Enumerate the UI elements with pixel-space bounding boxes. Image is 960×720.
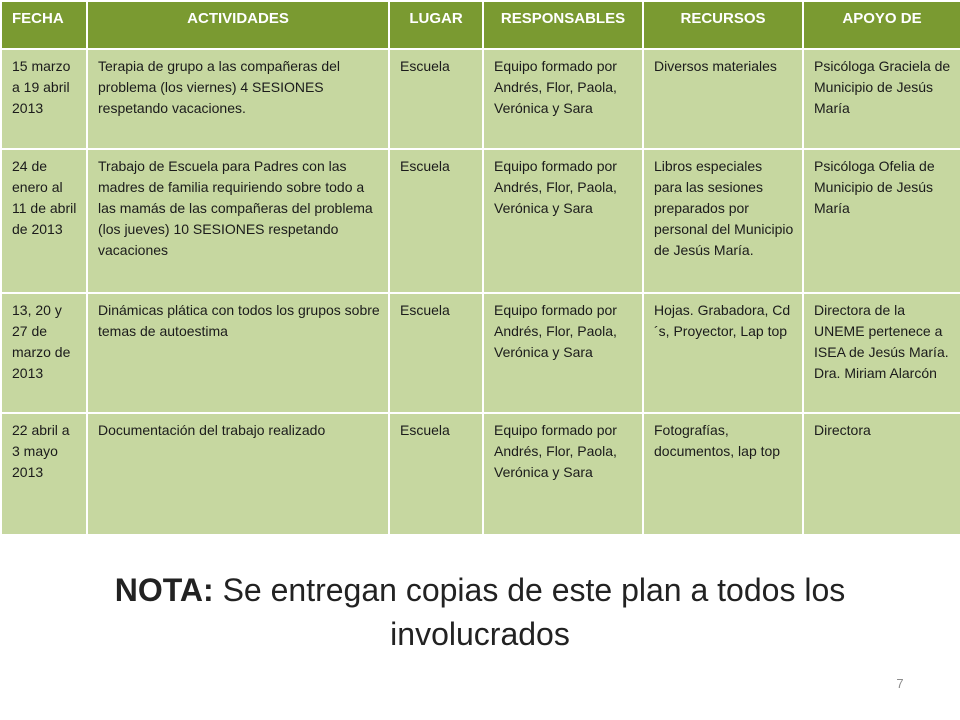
cell-recursos: Hojas. Grabadora, Cd´s, Proyector, Lap top — [643, 293, 803, 413]
cell-fecha: 15 marzo a 19 abril 2013 — [1, 49, 87, 149]
cell-actividades: Trabajo de Escuela para Padres con las madres de familia requiriendo sobre todo a las mamás de las compañeras del problema (los jueves) 10 SESIONES respetando vacaciones — [87, 149, 389, 293]
header-row — [1, 1, 960, 49]
header-fecha: FECHA — [1, 1, 87, 49]
header-lugar: LUGAR — [389, 1, 483, 49]
cell-lugar: Escuela — [389, 413, 483, 535]
header-recursos: RECURSOS — [643, 1, 803, 49]
cell-recursos: Diversos materiales — [643, 49, 803, 149]
cell-actividades: Terapia de grupo a las compañeras del problema (los viernes) 4 SESIONES respetando vacaciones. — [87, 49, 389, 149]
note-text: Se entregan copias de este plan a todos los involucrados — [213, 572, 846, 652]
cell-lugar: Escuela — [389, 149, 483, 293]
cell-apoyo-de: Psicóloga Graciela de Municipio de Jesús María — [803, 49, 960, 149]
cell-responsables: Equipo formado por Andrés, Flor, Paola, Verónica y Sara — [483, 149, 643, 293]
cell-responsables: Equipo formado por Andrés, Flor, Paola, Verónica y Sara — [483, 413, 643, 535]
page-number: 7 — [896, 676, 904, 691]
cell-responsables: Equipo formado por Andrés, Flor, Paola, Verónica y Sara — [483, 293, 643, 413]
cell-fecha: 24 de enero al 11 de abril de 2013 — [1, 149, 87, 293]
table-row — [1, 293, 960, 413]
cell-fecha: 22 abril a 3 mayo 2013 — [1, 413, 87, 535]
cell-lugar: Escuela — [389, 49, 483, 149]
note-label: NOTA: — [114, 572, 214, 608]
table-row — [1, 49, 960, 149]
cell-recursos: Fotografías, documentos, lap top — [643, 413, 803, 535]
cell-apoyo-de: Psicóloga Ofelia de Municipio de Jesús María — [803, 149, 960, 293]
note — [60, 568, 900, 656]
cell-fecha: 13, 20 y 27 de marzo de 2013 — [1, 293, 87, 413]
cell-responsables: Equipo formado por Andrés, Flor, Paola, Verónica y Sara — [483, 49, 643, 149]
cell-recursos: Libros especiales para las sesiones preparados por personal del Municipio de Jesús María. — [643, 149, 803, 293]
header-apoyo-de: APOYO DE — [803, 1, 960, 49]
cell-actividades: Dinámicas plática con todos los grupos sobre temas de autoestima — [87, 293, 389, 413]
cell-apoyo-de: Directora de la UNEME pertenece a ISEA de Jesús María. Dra. Miriam Alarcón — [803, 293, 960, 413]
cell-actividades: Documentación del trabajo realizado — [87, 413, 389, 535]
table-row — [1, 413, 960, 535]
header-responsables: RESPONSABLES — [483, 1, 643, 49]
cell-lugar: Escuela — [389, 293, 483, 413]
header-actividades: ACTIVIDADES — [87, 1, 389, 49]
table-row — [1, 149, 960, 293]
cell-apoyo-de: Directora — [803, 413, 960, 535]
